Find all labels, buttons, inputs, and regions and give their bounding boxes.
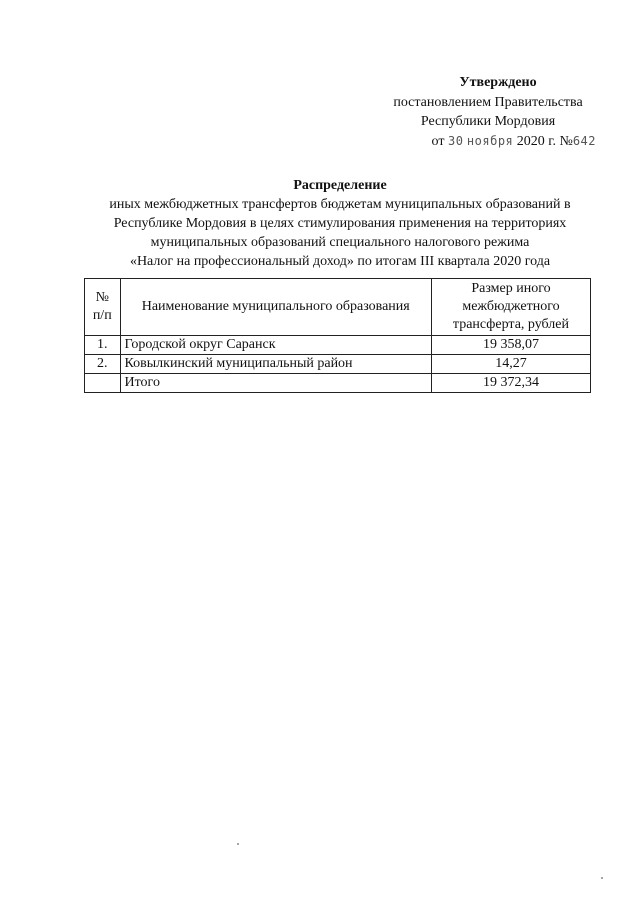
total-label: Итого <box>120 374 431 393</box>
table-row <box>85 355 591 374</box>
date-month: ноября <box>466 133 514 148</box>
table-header-row <box>85 279 591 336</box>
header-name: Наименование муниципального образования <box>120 279 431 336</box>
date-prefix: от <box>431 133 445 149</box>
header-num: № п/п <box>85 279 121 336</box>
decree-number: 642 <box>572 133 596 148</box>
heading-line-1: иных межбюджетных трансфертов бюджетам муниципальных образований в <box>109 197 571 212</box>
number-sign: № <box>559 133 573 149</box>
heading-line-3: муниципальных образований специального налогового режима <box>150 235 530 250</box>
header-amount: Размер иного межбюджетного трансферта, рублей <box>431 279 590 336</box>
approval-date-line <box>340 132 596 152</box>
document-heading <box>80 176 600 271</box>
row-num: 1. <box>85 336 121 355</box>
row-name: Ковылкинский муниципальный район <box>120 355 431 374</box>
document-title: Распределение <box>293 178 387 193</box>
table-row <box>85 336 591 355</box>
approval-block <box>340 73 596 151</box>
total-amount: 19 372,34 <box>431 374 590 393</box>
transfers-table <box>84 278 591 393</box>
date-day: 30 <box>447 133 464 148</box>
heading-line-4: «Налог на профессиональный доход» по итогам III квартала 2020 года <box>129 254 551 269</box>
approval-title: Утверждено <box>459 75 537 90</box>
table-total-row <box>85 374 591 393</box>
date-year: 2020 г. <box>516 133 556 149</box>
row-amount: 19 358,07 <box>431 336 590 355</box>
row-num: 2. <box>85 355 121 374</box>
row-amount: 14,27 <box>431 355 590 374</box>
approval-line-2: Республики Мордовия <box>420 114 556 129</box>
total-num <box>85 374 121 393</box>
scan-speck <box>601 877 603 879</box>
approval-line-1: постановлением Правительства <box>393 94 583 110</box>
scan-speck <box>237 843 239 845</box>
heading-line-2: Республике Мордовия в целях стимулирования применения на территориях <box>113 216 567 231</box>
row-name: Городской округ Саранск <box>120 336 431 355</box>
